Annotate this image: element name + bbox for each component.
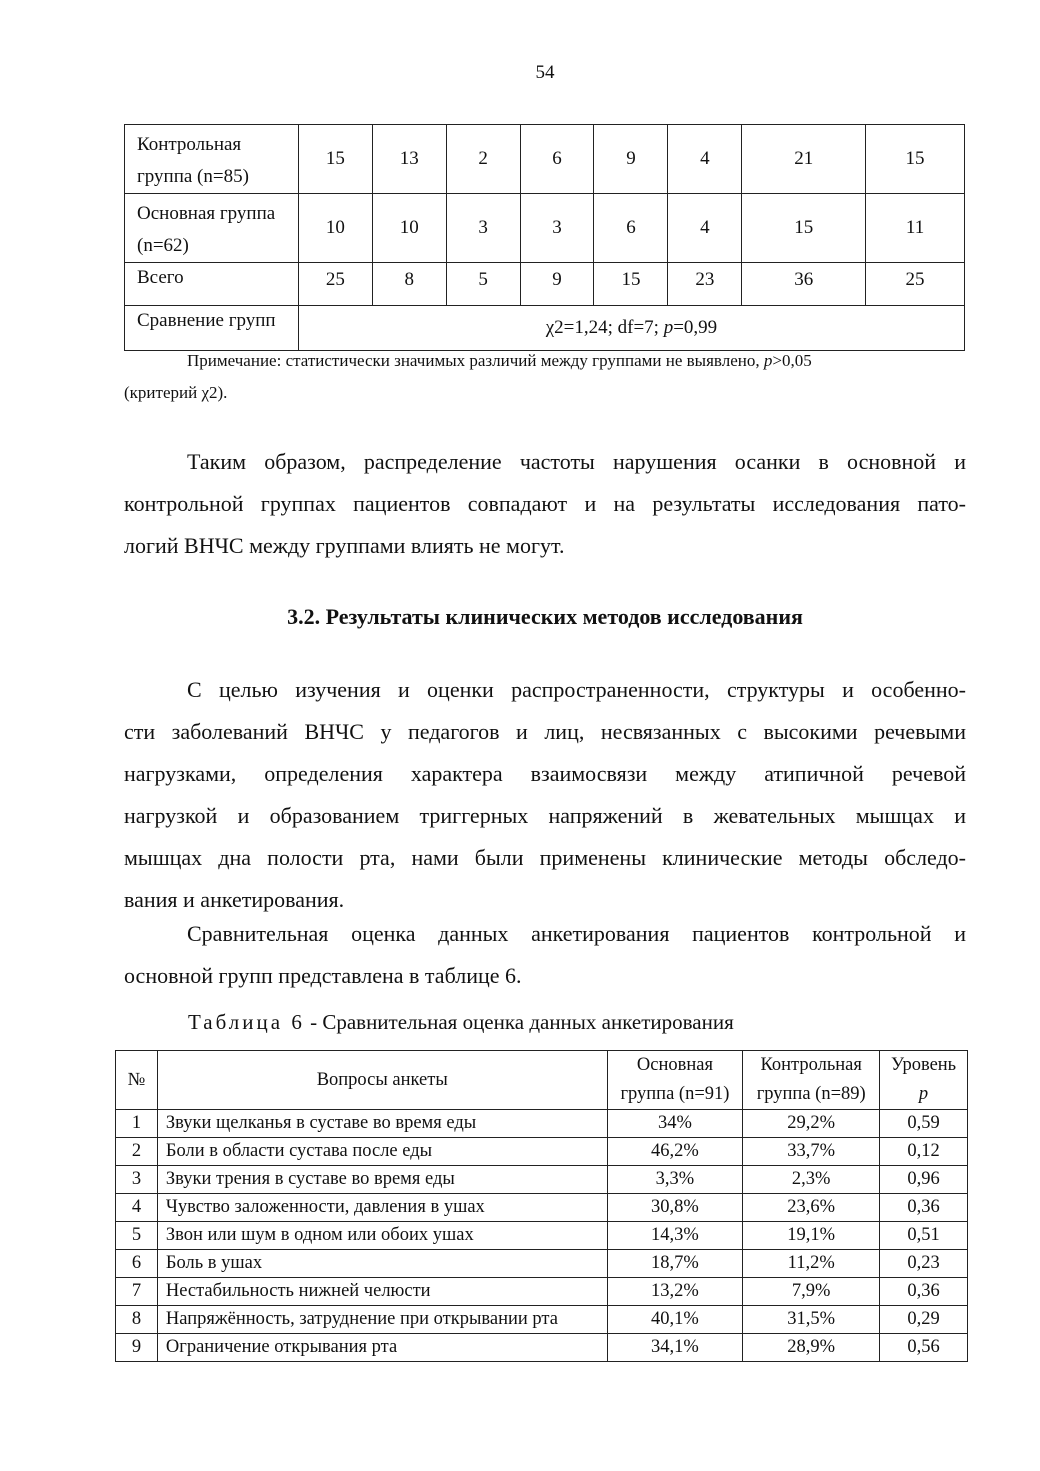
row-label-line: Всего: [137, 267, 184, 288]
p-level-value: 0,56: [880, 1334, 968, 1362]
paragraph-line: [124, 525, 966, 567]
main-group-value: 30,8%: [607, 1194, 743, 1222]
row-number: 4: [116, 1194, 158, 1222]
table-cell: 25: [298, 263, 372, 306]
table-caption: Таблица 6 - Сравнительная оценка данных анкетирования: [188, 1010, 734, 1034]
comparison-row: [125, 306, 965, 351]
row-number: 6: [116, 1250, 158, 1278]
row-number: 7: [116, 1278, 158, 1306]
question-text: Напряжённость, затруднение при открывании рта: [157, 1306, 607, 1334]
row-number: 2: [116, 1138, 158, 1166]
question-text: Нестабильность нижней челюсти: [157, 1278, 607, 1306]
p-level-value: 0,12: [880, 1138, 968, 1166]
main-group-value: 46,2%: [607, 1138, 743, 1166]
chi-square-value: χ2=1,24; df=7;: [545, 317, 664, 338]
header-question: Вопросы анкеты: [157, 1051, 607, 1110]
table-cell: 10: [372, 194, 446, 263]
control-group-value: 28,9%: [743, 1334, 880, 1362]
question-text: Боли в области сустава после еды: [157, 1138, 607, 1166]
table-cell: 9: [520, 263, 594, 306]
table-row: [116, 1194, 968, 1222]
question-text: Звуки щелканья в суставе во время еды: [157, 1110, 607, 1138]
main-group-value: 40,1%: [607, 1306, 743, 1334]
paragraph-line: [124, 837, 966, 879]
line-text: нагрузками, определения характера взаимосвязи между атипичной речевой: [124, 761, 966, 786]
paragraph-line: [124, 955, 966, 997]
page-number: 54: [535, 62, 555, 83]
main-group-value: 3,3%: [607, 1166, 743, 1194]
table-cell: 6: [520, 125, 594, 194]
comparison-label: Сравнение групп: [125, 306, 299, 351]
line-text: контрольной группах пациентов совпадают и на результаты исследования пато-: [124, 491, 966, 516]
header-p-level: Уровень p: [880, 1051, 968, 1110]
question-text: Боль в ушах: [157, 1250, 607, 1278]
paragraph-line: [124, 753, 966, 795]
comparison-paragraph: [124, 913, 966, 997]
control-group-value: 23,6%: [743, 1194, 880, 1222]
table-cell: 2: [446, 125, 520, 194]
row-number: 1: [116, 1110, 158, 1138]
line-text: мышцах дна полости рта, нами были применены клинические методы обследо-: [124, 845, 966, 870]
table-cell: 23: [668, 263, 742, 306]
row-label-line: Основная группа: [137, 203, 276, 224]
question-text: Чувство заложенности, давления в ушах: [157, 1194, 607, 1222]
row-number: 3: [116, 1166, 158, 1194]
control-group-value: 11,2%: [743, 1250, 880, 1278]
line-text: Сравнительная оценка данных анкетирования пациентов контрольной и: [187, 921, 966, 946]
table-cell: 9: [594, 125, 668, 194]
row-label: [125, 125, 299, 194]
row-number: 8: [116, 1306, 158, 1334]
posture-distribution-table: [124, 124, 965, 351]
control-group-value: 2,3%: [743, 1166, 880, 1194]
row-label: [125, 194, 299, 263]
row-label-line: группа (n=85): [137, 166, 249, 187]
p-level-value: 0,36: [880, 1194, 968, 1222]
header-control-group: Контрольная группа (n=89): [743, 1051, 880, 1110]
p-level-value: 0,23: [880, 1250, 968, 1278]
table-row: [125, 194, 965, 263]
line-text: логий ВНЧС между группами влиять не могут.: [124, 533, 565, 558]
p-value: =0,99: [673, 317, 718, 338]
line-text: нагрузкой и образованием триггерных напряжений в жевательных мышцах и: [124, 803, 966, 828]
question-text: Ограничение открывания рта: [157, 1334, 607, 1362]
paragraph-line: [124, 711, 966, 753]
control-group-value: 7,9%: [743, 1278, 880, 1306]
table-row: [116, 1222, 968, 1250]
control-group-value: 29,2%: [743, 1110, 880, 1138]
comparison-value: [298, 306, 964, 351]
table-row: [116, 1278, 968, 1306]
paragraph-line: [124, 795, 966, 837]
conclusion-paragraph: [124, 441, 966, 567]
methods-paragraph: [124, 669, 966, 921]
control-group-value: 33,7%: [743, 1138, 880, 1166]
table-cell: 15: [742, 194, 866, 263]
table-row: [125, 263, 965, 306]
table-row: [116, 1334, 968, 1362]
row-label-line: Контрольная: [137, 134, 242, 155]
p-level-value: 0,96: [880, 1166, 968, 1194]
table-cell: 5: [446, 263, 520, 306]
section-heading: 3.2. Результаты клинических методов исследования: [287, 604, 803, 629]
table-cell: 36: [742, 263, 866, 306]
p-symbol: p: [663, 317, 674, 338]
table-cell: 15: [298, 125, 372, 194]
table-cell: 3: [446, 194, 520, 263]
header-main-group: Основная группа (n=91): [607, 1051, 743, 1110]
table-cell: 8: [372, 263, 446, 306]
table-cell: 15: [866, 125, 965, 194]
line-text: С целью изучения и оценки распространенности, структуры и особенно-: [187, 677, 966, 702]
main-group-value: 34%: [607, 1110, 743, 1138]
paragraph-line: [124, 669, 966, 711]
question-text: Звуки трения в суставе во время еды: [157, 1166, 607, 1194]
table-row: [116, 1250, 968, 1278]
table-cell: 6: [594, 194, 668, 263]
header-number: №: [116, 1051, 158, 1110]
question-text: Звон или шум в одном или обоих ушах: [157, 1222, 607, 1250]
table-cell: 11: [866, 194, 965, 263]
table-row: [116, 1138, 968, 1166]
paragraph-line: [124, 441, 966, 483]
table-cell: 4: [668, 194, 742, 263]
main-group-value: 34,1%: [607, 1334, 743, 1362]
main-group-value: 14,3%: [607, 1222, 743, 1250]
row-label: [125, 263, 299, 306]
main-group-value: 13,2%: [607, 1278, 743, 1306]
p-level-value: 0,59: [880, 1110, 968, 1138]
table-row: [116, 1110, 968, 1138]
p-level-value: 0,29: [880, 1306, 968, 1334]
p-level-value: 0,36: [880, 1278, 968, 1306]
table-row: [116, 1166, 968, 1194]
control-group-value: 31,5%: [743, 1306, 880, 1334]
table-cell: 25: [866, 263, 965, 306]
paragraph-line: [124, 913, 966, 955]
p-level-value: 0,51: [880, 1222, 968, 1250]
line-text: Таким образом, распределение частоты нарушения осанки в основной и: [187, 449, 966, 474]
table-cell: 13: [372, 125, 446, 194]
paragraph-line: [124, 483, 966, 525]
table-note: Примечание: статистически значимых различий между группами не выявлено, p>0,05 (критерий χ2).: [124, 351, 812, 402]
table-row: [116, 1306, 968, 1334]
main-group-value: 18,7%: [607, 1250, 743, 1278]
line-text: основной групп представлена в таблице 6.: [124, 963, 522, 988]
line-text: вания и анкетирования.: [124, 887, 345, 912]
table-cell: 10: [298, 194, 372, 263]
row-number: 9: [116, 1334, 158, 1362]
row-number: 5: [116, 1222, 158, 1250]
line-text: сти заболеваний ВНЧС у педагогов и лиц, несвязанных с высокими речевыми: [124, 719, 966, 744]
table-cell: 4: [668, 125, 742, 194]
table-cell: 15: [594, 263, 668, 306]
row-label-line: (n=62): [137, 235, 189, 256]
table-cell: 21: [742, 125, 866, 194]
questionnaire-table: [115, 1050, 968, 1362]
table-cell: 3: [520, 194, 594, 263]
table-row: [125, 125, 965, 194]
control-group-value: 19,1%: [743, 1222, 880, 1250]
